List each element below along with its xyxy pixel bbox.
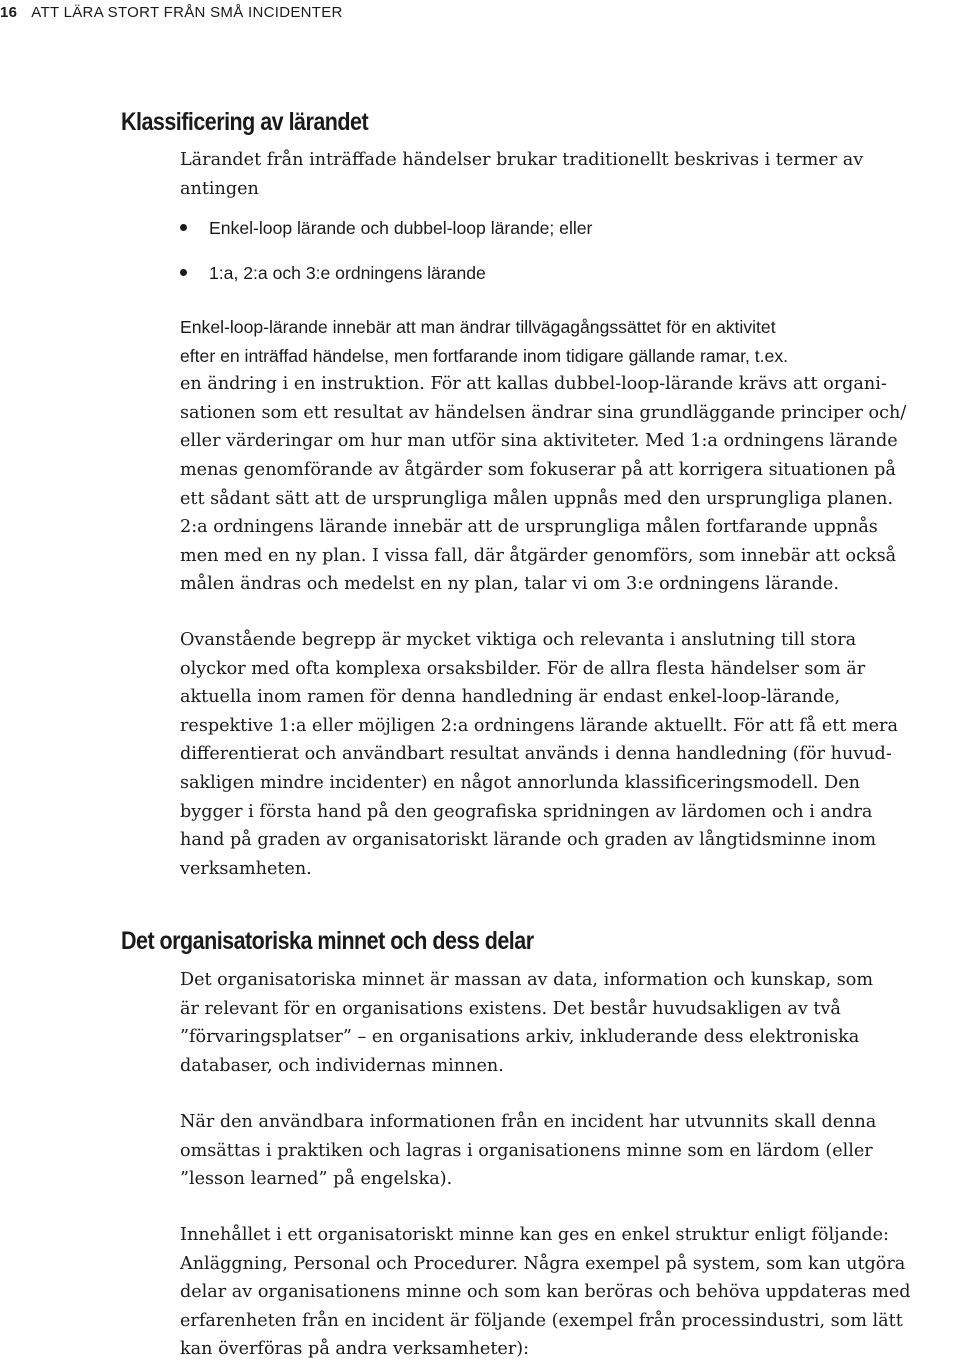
bullet-text: Enkel-loop lärande och dubbel-loop lärande; eller — [209, 218, 593, 238]
text-line: ”lesson learned” på engelska). — [180, 1169, 453, 1190]
bullet-icon — [180, 269, 187, 276]
text-line: Innehållet i ett organisatoriskt minne kan ges en enkel struktur enligt följande: — [180, 1225, 889, 1245]
text-line: antingen — [180, 178, 259, 199]
text-line: omsättas i praktiken och lagras i organisationens minne som en lärdom (eller — [180, 1140, 873, 1161]
bullet-item — [180, 259, 486, 287]
text-line: sationen som ett resultat av händelsen ändrar sina grundläggande principer och/ — [180, 402, 907, 423]
text-line: Ovanstående begrepp är mycket viktiga och relevanta i anslutning till stora — [180, 630, 857, 650]
text-line: eller värderingar om hur man utför sina aktiviteter. Med 1:a ordningens lärande — [180, 431, 898, 452]
text-line: kan överföras på andra verksamheter): — [180, 1339, 530, 1360]
text-line: ett sådant sätt att de ursprungliga målen uppnås med den ursprungliga planen. — [180, 488, 894, 509]
text-line: differentierat och användbart resultat används i denna handledning (för huvud- — [180, 744, 892, 765]
text-line: verksamheten. — [180, 858, 312, 879]
text-line: målen ändras och medelst en ny plan, talar vi om 3:e ordningens lärande. — [180, 574, 839, 595]
text-line: erfarenheten från en incident är följande (exempel från processindustri, som lätt — [180, 1310, 903, 1331]
running-header — [0, 4, 343, 26]
text-line: Anläggning, Personal och Procedurer. Några exempel på system, som kan utgöra — [180, 1253, 906, 1274]
text-line: databaser, och individernas minnen. — [180, 1055, 504, 1076]
paragraph-loop-learning — [180, 313, 955, 599]
section-heading-organizational-memory: Det organisatoriska minnet och dess delar — [121, 927, 534, 955]
text-line: respektive 1:a eller möjligen 2:a ordningens lärande aktuellt. För att få ett mera — [180, 715, 898, 736]
text-line: olyckor med ofta komplexa orsaksbilder. För de allra flesta händelser som är — [180, 658, 866, 679]
text-line: bygger i första hand på den geografiska spridningen av lärdomen och i andra — [180, 801, 873, 822]
running-title: ATT LÄRA STORT FRÅN SMÅ INCIDENTER — [31, 4, 343, 21]
text-line: en ändring i en instruktion. För att kallas dubbel-loop-lärande krävs att organi- — [180, 374, 887, 395]
text-line: sakligen mindre incidenter) en något annorlunda klassificeringsmodell. Den — [180, 772, 860, 793]
text-line: menas genomförande av åtgärder som fokuserar på att korrigera situationen på — [180, 459, 896, 480]
text-line: ”förvaringsplatser” – en organisations arkiv, inkluderande dess elektroniska — [180, 1027, 860, 1048]
text-line: efter en inträffad händelse, men fortfarande inom tidigare gällande ramar, t.ex. — [180, 345, 788, 366]
text-line: 2:a ordningens lärande innebär att de ursprungliga målen fortfarande uppnås — [180, 517, 878, 538]
bullet-item — [180, 214, 592, 242]
text-line: Det organisatoriska minnet är massan av data, information och kunskap, som — [180, 970, 874, 990]
section-heading-classification: Klassificering av lärandet — [121, 108, 369, 136]
text-line: Enkel-loop-lärande innebär att man ändrar tillvägagångssättet för en aktivitet — [180, 317, 776, 337]
text-line: är relevant för en organisations existens. Det består huvudsakligen av två — [180, 998, 841, 1019]
text-line: hand på graden av organisatoriskt lärande och graden av långtidsminne inom — [180, 830, 877, 851]
text-line: När den användbara informationen från en incident har utvunnits skall denna — [180, 1112, 877, 1132]
text-line: Lärandet från inträffade händelser brukar traditionellt beskrivas i termer av — [180, 150, 864, 170]
paragraph-memory-structure — [180, 1221, 955, 1364]
page-number: 16 — [0, 4, 18, 21]
bullet-text: 1:a, 2:a och 3:e ordningens lärande — [209, 263, 486, 283]
bullet-icon — [180, 224, 187, 231]
paragraph-lesson-learned — [180, 1108, 955, 1194]
paragraph-memory-definition — [180, 966, 955, 1080]
text-line: aktuella inom ramen för denna handledning är endast enkel-loop-lärande, — [180, 687, 841, 708]
text-line: delar av organisationens minne och som kan beröras och behöva uppdateras med — [180, 1282, 911, 1303]
intro-paragraph — [180, 146, 955, 203]
text-line: men med en ny plan. I vissa fall, där åtgärder genomförs, som innebär att också — [180, 545, 897, 566]
paragraph-concepts — [180, 626, 955, 883]
